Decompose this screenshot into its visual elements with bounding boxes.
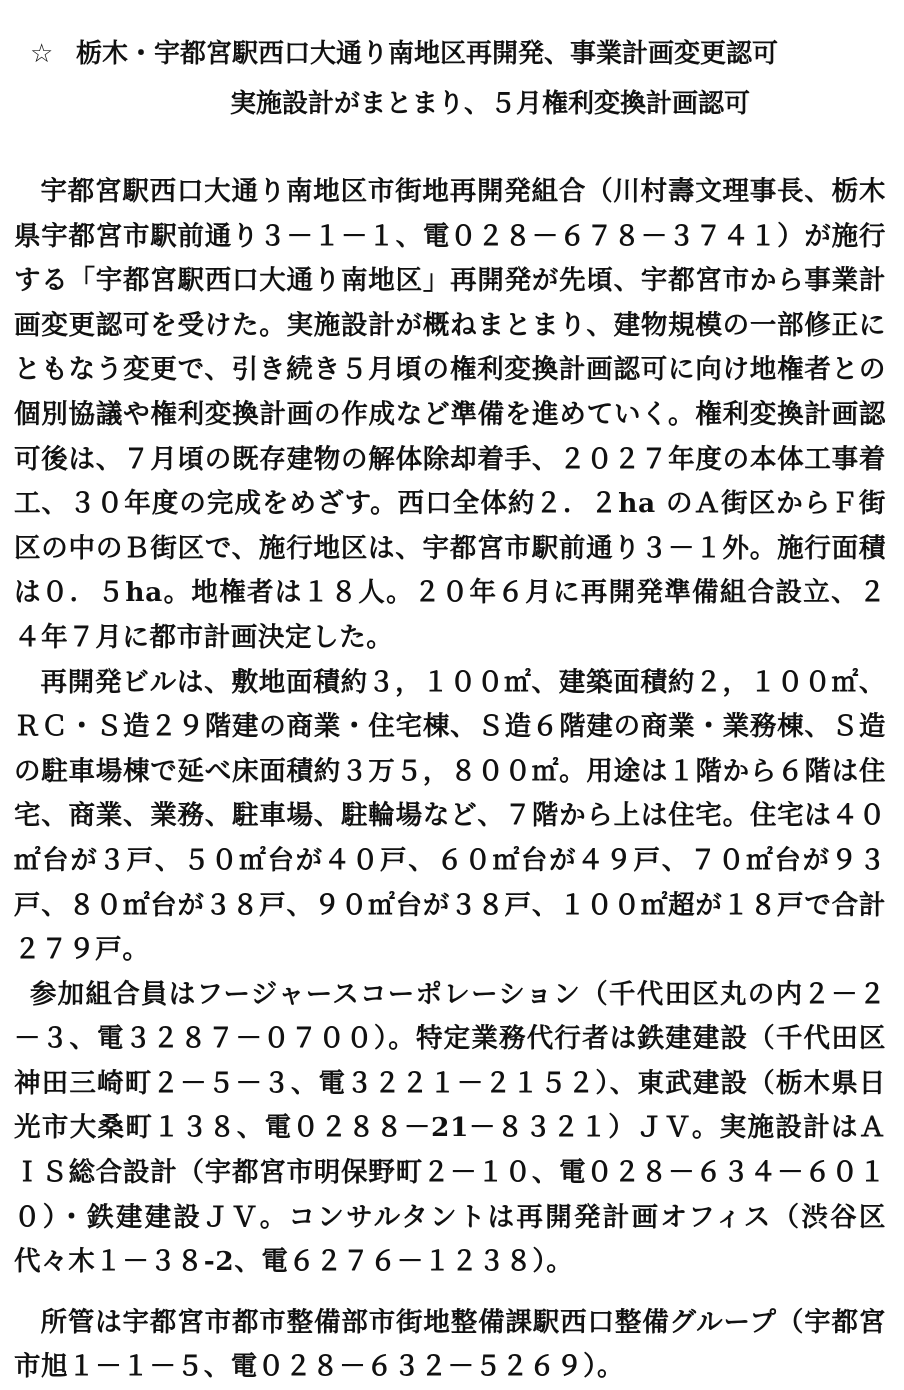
- article-subtitle: 実施設計がまとまり、５月権利変換計画認可: [230, 89, 751, 119]
- article-title: 栃木・宇都宮駅西口大通り南地区再開発、事業計画変更認可: [76, 39, 779, 69]
- paragraph-participants: 参加組合員はフージャースコーポレーション（千代田区丸の内２－２－３、電３２８７－０７００）。特定業務代行者は鉄建建設（千代田区神田三崎町２－５－３、電３２２１－２１５２）、東武建設（栃木県日光市大桑町１３８、電０２８８－21－８３２１）ＪＶ。実施設計はＡＩＳ総合設計（宇都宮市明保野町２－１０、電０２８－６３４－６０１０）・鉄建建設ＪＶ。コンサルタントは再開発計画オフィス（渋谷区代々木１－３８-2、電６２７６－１２３８）。: [14, 978, 886, 1278]
- paragraph-building: 再開発ビルは、敷地面積約３，１００㎡、建築面積約２，１００㎡、ＲＣ・Ｓ造２９階建の商業・住宅棟、Ｓ造６階建の商業・業務棟、Ｓ造の駐車場棟で延べ床面積約３万５，８００㎡。用途は１階から６階は住宅、商業、業務、駐車場、駐輪場など、７階から上は住宅。住宅は４０㎡台が３戸、５０㎡台が４０戸、６０㎡台が４９戸、７０㎡台が９３戸、８０㎡台が３８戸、９０㎡台が３８戸、１００㎡超が１８戸で合計２７９戸。: [14, 666, 886, 966]
- article-headline: [30, 34, 890, 124]
- paragraph-contact: 所管は宇都宮市都市整備部市街地整備課駅西口整備グループ（宇都宮市旭１－１－５、電０２８－６３２－５２６９）。: [14, 1306, 886, 1383]
- article-body: [14, 170, 886, 1390]
- paragraph-overview: 宇都宮駅西口大通り南地区市街地再開発組合（川村壽文理事長、栃木県宇都宮市駅前通り３－１－１、電０２８－６７８－３７４１）が施行する「宇都宮駅西口大通り南地区」再開発が先頃、宇都宮市から事業計画変更認可を受けた。実施設計が概ねまとまり、建物規模の一部修正にともなう変更で、引き続き５月頃の権利変換計画認可に向け地権者との個別協議や権利変換計画の作成など準備を進めていく。権利変換計画認可後は、７月頃の既存建物の解体除却着手、２０２７年度の本体工事着工、３０年度の完成をめざす。西口全体約２．２ha のＡ街区からＦ街区の中のＢ街区で、施行地区は、宇都宮市駅前通り３－１外。施行面積は０．５ha。地権者は１８人。２０年６月に再開発準備組合設立、２４年７月に都市計画決定した。: [14, 176, 886, 653]
- star-icon: ☆: [30, 39, 54, 69]
- headline-line-1: [30, 34, 890, 74]
